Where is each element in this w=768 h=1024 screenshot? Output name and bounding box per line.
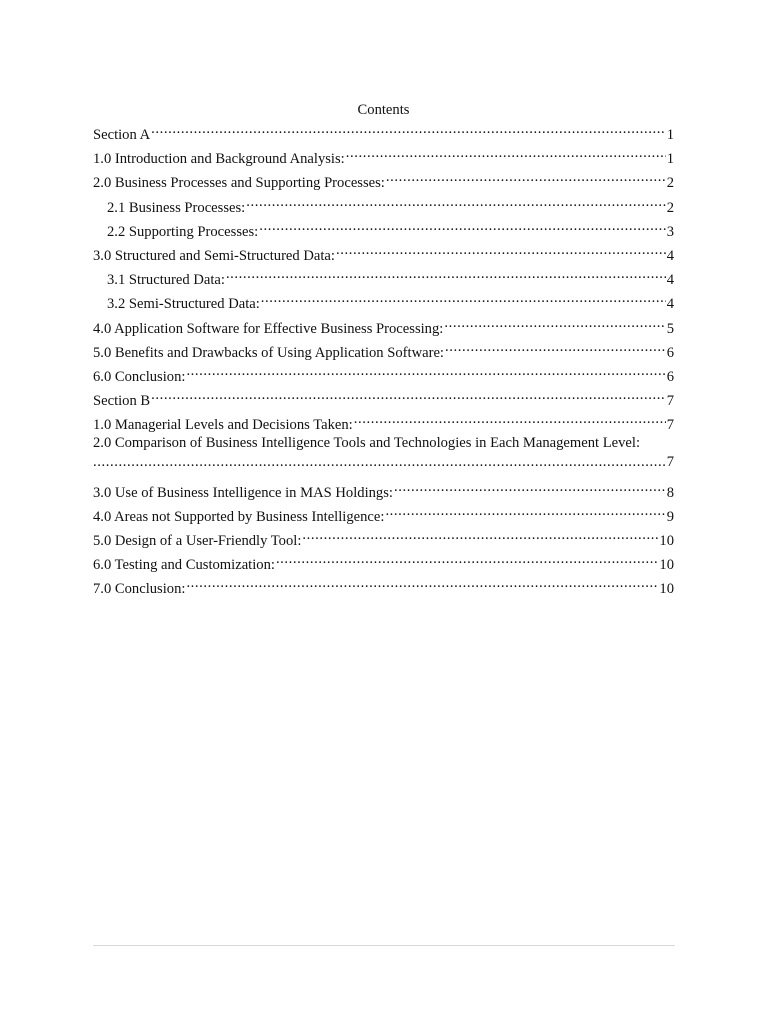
dot-leader	[151, 386, 666, 405]
toc-entry-text: 3.0 Use of Business Intelligence in MAS Holdings:	[93, 484, 393, 501]
toc-page-number: 10	[659, 581, 674, 598]
toc-entry-text: 3.2 Semi-Structured Data:	[107, 296, 260, 313]
toc-page-number: 1	[666, 151, 674, 168]
toc-page-number: 7	[666, 454, 674, 471]
toc-page-number: 7	[666, 393, 674, 410]
dot-leader	[386, 168, 666, 187]
toc-entry-text: 4.0 Areas not Supported by Business Intelligence:	[93, 508, 385, 525]
toc-entry-a-3-0[interactable]	[93, 241, 674, 264]
dot-leader	[151, 120, 666, 139]
dot-leader	[226, 265, 666, 284]
toc-entry-text: 7.0 Conclusion:	[93, 581, 186, 598]
toc-entry-b-5-0[interactable]	[93, 526, 674, 549]
dot-leader	[394, 478, 666, 497]
toc-entry-a-2-0[interactable]	[93, 168, 674, 192]
toc-page-number: 10	[659, 533, 674, 549]
toc-entry-b-7-0[interactable]	[93, 574, 674, 598]
toc-page-number: 5	[666, 320, 674, 337]
toc-page-number: 3	[666, 223, 674, 240]
toc-entry-b-4-0[interactable]	[93, 502, 674, 525]
toc-entry-a-6-0[interactable]	[93, 362, 674, 385]
toc-entry-text: 2.1 Business Processes:	[107, 199, 246, 216]
dot-leader	[93, 453, 666, 472]
toc-entry-text: Section B	[93, 393, 151, 410]
toc-page-number: 9	[666, 508, 674, 525]
toc-entry-b-6-0[interactable]	[93, 550, 674, 574]
dot-leader	[445, 338, 666, 357]
toc-page-number: 8	[666, 484, 674, 501]
toc-page-number: 6	[666, 344, 674, 361]
dot-leader	[302, 526, 658, 545]
toc-page-number: 2	[666, 199, 674, 216]
dot-leader	[259, 217, 665, 236]
toc-page-number: 2	[666, 175, 674, 192]
dot-leader	[346, 144, 666, 163]
dot-leader	[186, 574, 658, 593]
toc-entry-text: 2.0 Business Processes and Supporting Processes:	[93, 175, 385, 192]
toc-entry-a-5-0[interactable]	[93, 338, 674, 361]
toc-entry-text: 3.0 Structured and Semi-Structured Data:	[93, 247, 335, 264]
toc-entry-a-2-2[interactable]	[93, 217, 674, 240]
dot-leader	[276, 550, 658, 569]
toc-entry-a-3-1[interactable]	[93, 265, 674, 289]
toc-entry-a-1-0[interactable]	[93, 144, 674, 168]
toc-page-number: 4	[666, 247, 674, 264]
toc-page-number: 6	[666, 368, 674, 385]
dot-leader	[261, 289, 666, 308]
toc-title: Contents	[357, 102, 410, 118]
toc-page-number: 4	[666, 296, 674, 313]
toc-page-number: 7	[666, 417, 674, 434]
toc-page-number: 10	[659, 557, 674, 574]
dot-leader	[354, 410, 666, 429]
dot-leader	[246, 193, 665, 212]
toc-page-number: 4	[666, 272, 674, 289]
toc-entry-text: 3.1 Structured Data:	[107, 272, 225, 289]
toc-page-number: 1	[666, 127, 674, 143]
toc-entry-a-2-1[interactable]	[93, 193, 674, 216]
toc-entry-text: Section A	[93, 127, 151, 143]
toc-list	[93, 120, 674, 598]
footer-divider	[93, 945, 675, 946]
toc-entry-text: 1.0 Introduction and Background Analysis:	[93, 151, 345, 168]
toc-entry-a-4-0[interactable]	[93, 314, 674, 337]
toc-entry-section-b[interactable]	[93, 386, 674, 410]
toc-entry-b-3-0[interactable]	[93, 478, 674, 501]
toc-entry-text: 6.0 Testing and Customization:	[93, 557, 275, 574]
toc-entry-text: 2.0 Comparison of Business Intelligence Tools and Technologies in Each Management Level:	[93, 435, 640, 452]
toc-entry-text: 1.0 Managerial Levels and Decisions Taken:	[93, 417, 353, 434]
dot-leader	[385, 502, 665, 521]
toc-entry-text: 2.2 Supporting Processes:	[107, 223, 259, 240]
toc-entry-b-2-0[interactable]	[93, 434, 674, 472]
toc-entry-continuation	[93, 453, 674, 472]
table-of-contents	[93, 100, 674, 599]
toc-entry-section-a[interactable]	[93, 120, 674, 143]
dot-leader	[186, 362, 665, 381]
toc-entry-text: 5.0 Benefits and Drawbacks of Using Application Software:	[93, 344, 444, 361]
toc-entry-text: 4.0 Application Software for Effective Business Processing:	[93, 320, 444, 337]
dot-leader	[444, 314, 665, 333]
toc-entry-text: 6.0 Conclusion:	[93, 368, 186, 385]
dot-leader	[336, 241, 666, 260]
toc-entry-b-1-0[interactable]	[93, 410, 674, 434]
toc-entry-a-3-2[interactable]	[93, 289, 674, 313]
toc-entry-text: 5.0 Design of a User-Friendly Tool:	[93, 533, 302, 549]
